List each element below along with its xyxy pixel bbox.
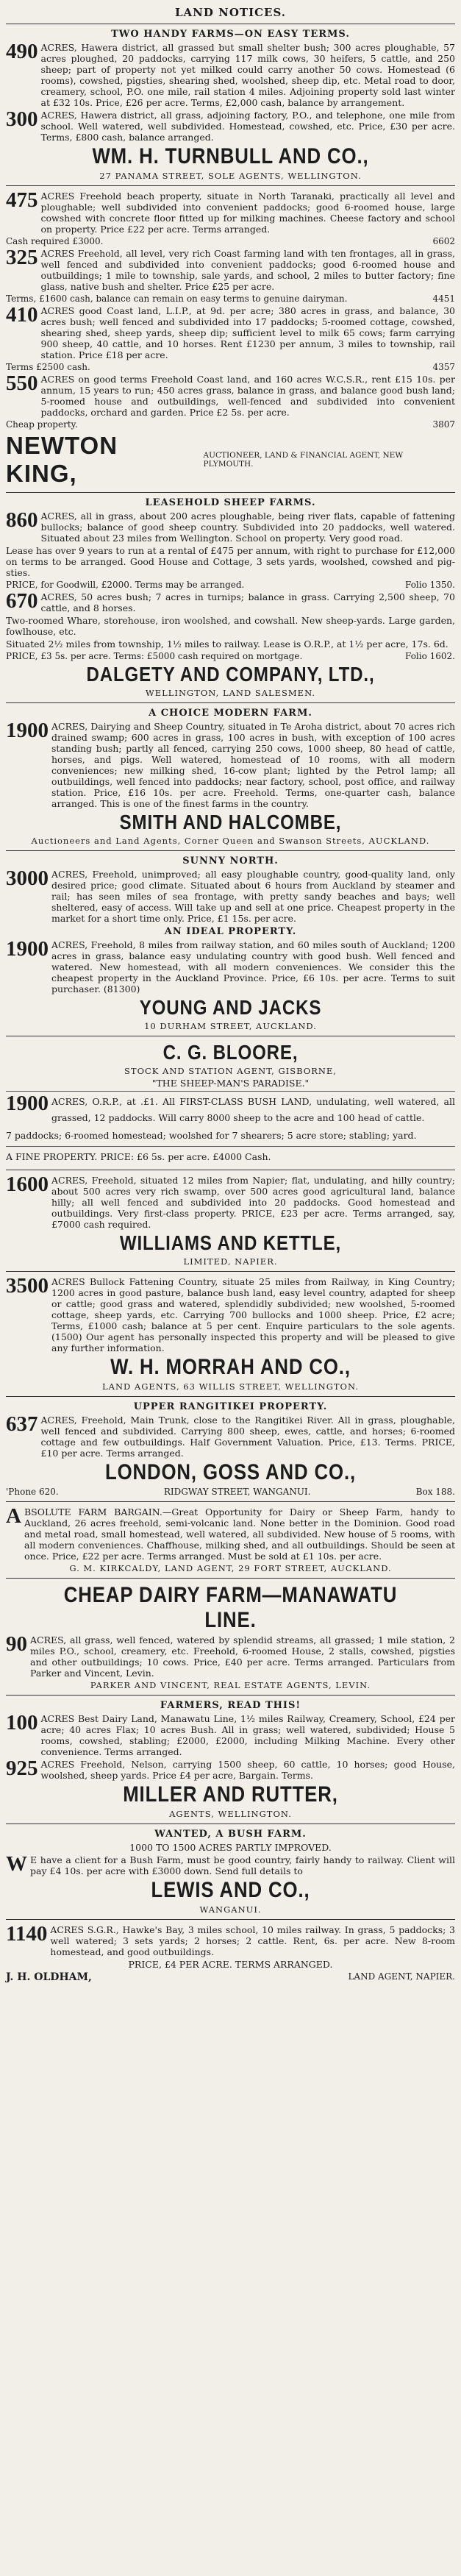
listing: 860 ACRES, all in grass, about 200 acres ploughable, being river flats, capable of fattening bullocks; balance of good sheep country. Subdivided into 20 paddocks, well watered. Situated about 23 miles from Wellington. School on property. Very good road.: [6, 508, 455, 544]
agent-name: YOUNG AND JACKS: [139, 996, 322, 1019]
listing: A BSOLUTE FARM BARGAIN.—Great Opportunity for Dairy or Sheep Farm, handy to Auckland, 26 acres freehold, semi-volcanic land. None better in the Dominion. Good road and metal road, small homestead, well watered, all subdivided. New house of 5 rooms, with all modern conveniences. Chaffhouse, milking shed, and all outbuildings. Should be seen at once. Price, £22 per acre. Terms arranged. Must be sold at £1 10s. per acre.: [6, 1504, 455, 1562]
listing: 100 ACRES Best Dairy Land, Manawatu Line, 1½ miles Railway, Creamery, School, £24 per acre; 40 acres Flax; 10 acres Bush. All in grass; well watered, subdivided; House 5 rooms, cowshed, stabling; £2000, £2000, including Milking Machine. Every other convenience. Terms arranged.: [6, 1711, 455, 1757]
listing: 1900 ACRES, Dairying and Sheep Country, situated in Te Aroha district, about 70 acres rich drained swamp; 600 acres in grass, 100 acres in bush, with exception of 100 acres standing bush; partly all fenced, carrying 250 cows, 1000 sheep, 80 head of cattle, horses, and pigs. Well watered, homestead of 10 rooms, with all modern conveniences; new milking shed, 16-cow plant; lighted by the Petrol lamp; all outbuildings, well fenced into paddocks; near factory, school, post office, and railway station. Price, £16 10s. per acre. Freehold. Terms, one-quarter cash, balance arranged. This is one of the finest farms in the country.: [6, 719, 455, 809]
section-heading: WANTED, A BUSH FARM.: [154, 1829, 307, 1840]
listing: W E have a client for a Bush Farm, must be good country, fairly handy to railway. Client will pay £4 10s. per acre with £3000 down. Send full details to: [6, 1852, 455, 1876]
listing: 410 ACRES good Coast land, L.I.P., at 9d. per acre; 380 acres in grass, and balance, 30 acres bush; well fenced and subdivided into 17 paddocks; 5-roomed cottage, cowshed, shearing shed, sheep yards, sheep dip; sufficient level to milk 65 cows; farm carrying 900 sheep, 40 cattle, and 10 horses. Rent £1230 per annum, 3 miles to township, rail station. Price £18 per acre.: [6, 303, 455, 360]
agent-address: Auctioneers and Land Agents, Corner Queen and Swanson Streets, AUCKLAND.: [31, 836, 430, 846]
agent-address: LIMITED, NAPIER.: [183, 1256, 278, 1267]
listing: 550 ACRES on good terms Freehold Coast land, and 160 acres W.C.S.R., rent £15 10s. per annum, 15 years to run; 450 acres grass, balance in grass, and balance good bush land; 5-roomed house and outbuildings, well-fenced and subdivided into convenient paddocks, orchard and garden. Price £2 5s. per acre.: [6, 371, 455, 418]
agent-name: LONDON, GOSS AND CO.,: [104, 1460, 357, 1484]
agent-address: 10 DURHAM STREET, AUCKLAND.: [144, 1021, 317, 1031]
headline: CHEAP DAIRY FARM—MANAWATU LINE.: [63, 1583, 398, 1632]
listing: 490 ACRES, Hawera district, all grassed but small shelter bush; 300 acres ploughable, 57 acres ploughed, 20 paddocks, carrying 117 milk cows, 30 heifers, 5 cattle, and 250 sheep; part of property not yet milked could carry another 50 cows. Homestead (6 rooms), cowshed, pigsties, shearing shed, woolshed, sheep dip, etc. Metal road to door, creamery, school, P.O. one mile, rail station 4 miles. Adjoining property sold last winter at £32 10s. Price, £26 per acre. Terms, £2,000 cash, balance by arrangement.: [6, 40, 455, 108]
agent-address: STOCK AND STATION AGENT, GISBORNE,: [124, 1066, 337, 1076]
section-heading: TWO HANDY FARMS—ON EASY TERMS.: [111, 29, 350, 40]
agent-address: 27 PANAMA STREET, SOLE AGENTS, WELLINGTON.: [99, 171, 362, 181]
listing: 325 ACRES Freehold, all level, very rich Coast farming land with ten frontages, all in grass, well fenced and subdivided into convenient paddocks; good 6-roomed house and outbuildings; 1 mile to township, sale yards, and school, 2 miles to butter factory; fine glass, native bush and shelter. Price £25 per acre.: [6, 246, 455, 292]
agent-name: C. G. BLOORE,: [162, 1041, 299, 1064]
listing: 1600 ACRES, Freehold, situated 12 miles from Napier; flat, undulating, and hilly country; about 500 acres very rich swamp, over 500 acres good agricultural land, balance hilly; all well fenced and subdivided into 20 paddocks. Good homestead and outbuildings. Very first-class property. PRICE, £23 per acre. Terms arranged, say, £7000 cash required.: [6, 1173, 455, 1230]
agent-address: LAND AGENTS, 63 WILLIS STREET, WELLINGTON.: [102, 1381, 359, 1392]
listing: 3500 ACRES Bullock Fattening Country, situate 25 miles from Railway, in King Country; 1200 acres in good pasture, balance bush land, easy level country, adapted for sheep or cattle; good grass and watered, splendidly subdivided; new woolshed, 5-roomed cottage, sheep yards, etc. Carrying 700 bullocks and 1000 sheep. Price, £2 acre; Terms, £1000 cash; balance at 5 per cent. Enquire particulars to the sole agents. (1500) Our agent has personally inspected this property and will be pleased to give any further information.: [6, 1274, 455, 1353]
section-heading: AN IDEAL PROPERTY.: [164, 926, 297, 937]
page-heading: LAND NOTICES.: [175, 6, 286, 19]
agent-address: WELLINGTON, LAND SALESMEN.: [145, 688, 316, 698]
agent-name: NEWTON KING,: [6, 432, 118, 487]
tagline: "THE SHEEP-MAN'S PARADISE.": [151, 1078, 310, 1089]
agent-name: W. H. MORRAH AND CO.,: [110, 1355, 351, 1379]
agent-address: AGENTS, WELLINGTON.: [169, 1809, 292, 1819]
page: LAND NOTICES. TWO HANDY FARMS—ON EASY TERMS. 490 ACRES, Hawera district, all grassed but small shelter bush; 300 acres ploughable, 57 acres ploughed, 20 paddocks, carrying 117 milk cows, 30 heifers, 5 cattle, and 250 sheep; part of property not yet milked could carry another 50 cows. Homestead (6 rooms), cowshed, pigsties, shearing shed, woolshed, sheep dip, etc. Metal road to door, creamery, school, P.O. one mile, rail station 4 miles. Adjoining property sold last winter at £32 10s. Price, £26 per acre. Terms, £2,000 cash, balance by arrangement. 300 ACRES, Hawera district, all grass, adjoining factory, P.O., and telephone, one mile from school. Well watered, well subdivided. Homestead, cowshed, etc. Price, £30 per acre. Terms, £800 cash, balance arranged. WM. H. TURNBULL AND CO., 27 PANAMA STREET, SOLE AGENTS, WELLINGTON. 475 ACRES Freehold beach property, situate in North Taranaki, practically all level and ploughable; well subdivided into convenient paddocks; good 6-roomed house, large cowshed with concrete floor fitted up for milking machines. Cheese factory and school on property. Price £22 per acre. Terms arranged. Cash required £3000. 6602 325 ACRES Freehold, all level, very rich Coast farming land with ten frontages, all in grass, well fenced and subdivided into convenient paddocks; good 6-roomed house and outbuildings; 1 mile to township, sale yards, and school, 2 miles to butter factory; fine glass, native bush and shelter. Price £25 per acre. Terms, £1600 cash, balance can remain on easy terms to genuine dairyman. 4451 410 ACRES good Coast land, L.I.P., at 9d. per acre; 380 acres in grass, and balance, 30 acres bush; well fenced and subdivided into 17 paddocks; 5-roomed cottage, cowshed, shearing shed, sheep yards, sheep dip; sufficient level to milk 65 cows; farm carrying 900 sheep, 40 cattle, and 10 horses. Rent £1230 per annum, 3 miles to township, rail station. Price £18 per acre. Terms £2500 cash. 4357 550 ACRES on good terms Freehold Coast land, and 160 acres W.C.S.R., rent £15 10s. per annum, 15 years to run; 450 acres grass, balance in grass, and balance good bush land; 5-roomed house and outbuildings, well-fenced and subdivided into convenient paddocks, orchard and garden. Price £2 5s. per acre. Cheap property. 3807 NEWTON KING, AUCTIONEER, LAND & FINANCIAL AGENT, NEW PLYMOUTH. LEASEHOLD SHEEP FARMS. 860 ACRES, all in grass, about 200 acres ploughable, being river flats, capable of fattening bullocks; balance of good sheep country. Subdivided into 20 paddocks, well watered. Situated about 23 miles from Wellington. School on property. Very good road. Lease has over 9 years to run at a rental of £475 per annum, with right to purchase for £12,000 on terms to be arranged. Good House and Cottage, 3 sets yards, woolshed, cowshed and pig-sties. PRICE, for Goodwill, £2000. Terms may be arranged. Folio 1350. 670 ACRES, 50 acres bush; 7 acres in turnips; balance in grass. Carrying 2,500 sheep, 70 cattle, and 8 horses. Two-roomed Whare, storehouse, iron woolshed, and cowshall. New sheep-yards. Large garden, fowlhouse, etc. Situated 2½ miles from township, 1½ miles to railway. Lease is O.R.P., at 1½ per acre, 17s. 6d. PRICE, £3 5s. per acre. Terms: £5000 cash required on mortgage. Folio 1602. DALGETY AND COMPANY, LTD., WELLINGTON, LAND SALESMEN. A CHOICE MODERN FARM. 1900 ACRES, Dairying and Sheep Country, situated in Te Aroha district, about 70 acres rich drained swamp; 600 acres in grass, 100 acres in bush, with exception of 100 acres standing bush; partly all fenced, carrying 250 cows, 1000 sheep, 80 head of cattle, horses, and pigs. Well watered, homestead of 10 rooms, with all modern conveniences; new milking shed, 16-cow plant; lighted by the Petrol lamp; all outbuildings, well fenced into paddocks; near factory, school, post office, and railway station. Price, £16 10s. per acre. Freehold. Terms, one-quarter cash, balance arranged. This is one of the finest farms in the country. SMITH AND HALCOMBE, Auctioneers and Land Agents, Corner Queen and Swanson Streets, AUCKLAND. SUNNY NORTH. 3000 ACRES, Freehold, unimproved; all easy ploughable country, good-quality land, only desired price; good climate. Situated about 6 hours from Auckland by steamer and rail; has seen miles of sea frontage, with pretty sandy beaches and bays; well sheltered, easy of access. Will take up and sell at one price. Cheapest property in the market for a short time only. Price, £1 15s. per acre. AN IDEAL PROPERTY. 1900 ACRES, Freehold, 8 miles from railway station, and 60 miles south of Auckland; 1200 acres in grass, balance easy undulating country with good bush. Well fenced and watered. New homestead, with all modern conveniences. We consider this the cheapest property in the Auckland Province. Price, £6 10s. per acre. Terms to suit purchaser. (81300) YOUNG AND JACKS 10 DURHAM STREET, AUCKLAND. C. G. BLOORE, STOCK AND STATION AGENT, GISBORNE, "THE SHEEP-MAN'S PARADISE." 1900 ACRES, O.R.P., at .£1. All FIRST-CLASS BUSH LAND, undulating, well watered, all grassed, 12 paddocks. Will carry 8000 sheep to the acre and 100 head of cattle. 7 paddocks; 6-roomed homestead; woolshed for 7 shearers; 5 acre store; stabling; yard. A FINE PROPERTY. PRICE: £6 5s. per acre. £4000 Cash. 1600 ACRES, Freehold, situated 12 miles from Napier; flat, undulating, and hilly country; about 500 acres very rich swamp, over 500 acres good agricultural land, balance hilly; all well fenced and subdivided into 20 paddocks. Good homestead and outbuildings. Very first-class property. PRICE, £23 per acre. Terms arranged, say, £7000 cash required. WILLIAMS AND KETTLE, LIMITED, NAPIER. 3500 ACRES Bullock Fattening Country, situate 25 miles from Railway, in King Country; 1200 acres in good pasture, balance bush land, easy level country, adapted for sheep or cattle; good grass and watered, splendidly subdivided; new woolshed, 5-roomed cottage, sheep yards, etc. Carrying 700 bullocks and 1000 sheep. Price, £2 acre; Terms, £1000 cash; balance at 5 per cent. Enquire particulars to the sole agents. (1500) Our agent has personally inspected this property and will be pleased to give any further information. W. H. MORRAH AND CO., LAND AGENTS, 63 WILLIS STREET, WELLINGTON. UPPER RANGITIKEI PROPERTY. 637 ACRES, Freehold, Main Trunk, close to the Rangitikei River. All in grass, ploughable, well fenced and subdivided. Carrying 800 sheep, ewes, cattle, and horses; 6-roomed cottage and few outbuildings. Half Government Valuation. Price, £13. Terms. PRICE, £10 per acre. Terms arranged. LONDON, GOSS AND CO., 'Phone 620. RIDGWAY STREET, WANGANUI. Box 188. A BSOLUTE FARM BARGAIN.—Great Opportunity for Dairy or Sheep Farm, handy to Auckland, 26 acres freehold, semi-volcanic land. None better in the Dominion. Good road and metal road, small homestead, well watered, all subdivided. New house of 5 rooms, with all modern conveniences. Chaffhouse, milking shed, and all outbuildings. Should be seen at once. Price, £22 per acre. Terms arranged. Must be sold at £1 10s. per acre. G. M. KIRKCALDY, LAND AGENT, 29 FORT STREET, AUCKLAND. CHEAP DAIRY FARM—MANAWATU LINE. 90 ACRES, all grass, well fenced, watered by splendid streams, all grassed; 1 mile station, 2 miles P.O., school, creamery, etc. Freehold, 6-roomed House, 2 stalls, cowshed, pigsties and other outbuildings; 10 cows. Price, £40 per acre. Terms arranged. Particulars from Parker and Vincent, Levin. PARKER AND VINCENT, REAL ESTATE AGENTS, LEVIN. FARMERS, READ THIS! 100 ACRES Best Dairy Land, Manawatu Line, 1½ miles Railway, Creamery, School, £24 per acre; 40 acres Flax; 10 acres Bush. All in grass; well watered, subdivided; House 5 rooms, cowshed, stabling; £2000, £2000, including Milking Machine. Every other convenience. Terms arranged. 925 ACRES Freehold, Nelson, carrying 1500 sheep, 60 cattle, 10 horses; good House, woolshed, sheep yards. Price £4 per acre, Bargain. Terms. MILLER AND RUTTER, AGENTS, WELLINGTON. WANTED, A BUSH FARM. 1000 TO 1500 ACRES PARTLY IMPROVED. W E have a client for a Bush Farm, must be good country, fairly handy to railway. Client will pay £4 10s. per acre with £3000 down. Send full details to LEWIS AND CO., WANGANUI. 1140 ACRES S.G.R., Hawke's Bay, 3 miles school, 10 miles railway. In grass, 5 paddocks; 3 well watered; 3 sets yards; 2 horses; 2 cattle. Rent, 6s. per acre. New 8-room homestead, and good outbuildings. PRICE, £4 PER ACRE. TERMS ARRANGED. J. H. OLDHAM, LAND AGENT, NAPIER.: [6, 6, 455, 1983]
section-heading: LEASEHOLD SHEEP FARMS.: [145, 497, 316, 508]
section-heading: SUNNY NORTH.: [182, 855, 279, 867]
agent-name: WM. H. TURNBULL AND CO.,: [92, 144, 369, 168]
listing: 1140 ACRES S.G.R., Hawke's Bay, 3 miles school, 10 miles railway. In grass, 5 paddocks; 3 well watered; 3 sets yards; 2 horses; 2 cattle. Rent, 6s. per acre. New 8-room homestead, and good outbuildings.: [6, 1922, 455, 1957]
listing: 1900 ACRES, Freehold, 8 miles from railway station, and 60 miles south of Auckland; 1200 acres in grass, balance easy undulating country with good bush. Well fenced and watered. New homestead, with all modern conveniences. We consider this the cheapest property in the Auckland Province. Price, £6 10s. per acre. Terms to suit purchaser. (81300): [6, 937, 455, 995]
listing: 90 ACRES, all grass, well fenced, watered by splendid streams, all grassed; 1 mile station, 2 miles P.O., school, creamery, etc. Freehold, 6-roomed House, 2 stalls, cowshed, pigsties and other outbuildings; 10 cows. Price, £40 per acre. Terms arranged. Particulars from Parker and Vincent, Levin.: [6, 1632, 455, 1679]
section-heading: UPPER RANGITIKEI PROPERTY.: [133, 1401, 328, 1412]
listing: 1900 ACRES, O.R.P., at .£1. All FIRST-CLASS BUSH LAND, undulating, well watered, all grassed, 12 paddocks. Will carry 8000 sheep to the acre and 100 head of cattle.: [6, 1092, 455, 1123]
listing: 3000 ACRES, Freehold, unimproved; all easy ploughable country, good-quality land, only desired price; good climate. Situated about 6 hours from Auckland by steamer and rail; has seen miles of sea frontage, with pretty sandy beaches and bays; well sheltered, easy of access. Will take up and sell at one price. Cheapest property in the market for a short time only. Price, £1 15s. per acre.: [6, 867, 455, 924]
listing: 925 ACRES Freehold, Nelson, carrying 1500 sheep, 60 cattle, 10 horses; good House, woolshed, sheep yards. Price £4 per acre, Bargain. Terms.: [6, 1757, 455, 1781]
listing: 670 ACRES, 50 acres bush; 7 acres in turnips; balance in grass. Carrying 2,500 sheep, 70 cattle, and 8 horses.: [6, 589, 455, 613]
agent-name: DALGETY AND COMPANY, LTD.,: [86, 663, 375, 686]
agent-address: G. M. KIRKCALDY, LAND AGENT, 29 FORT STREET, AUCKLAND.: [69, 1563, 392, 1573]
agent-name: J. H. OLDHAM,: [6, 1971, 92, 1983]
agent-name: WILLIAMS AND KETTLE,: [119, 1231, 342, 1254]
agent-details: AUCTIONEER, LAND & FINANCIAL AGENT, NEW PLYMOUTH.: [203, 451, 404, 469]
agent-name: MILLER AND RUTTER,: [123, 1782, 338, 1807]
listing: 300 ACRES, Hawera district, all grass, adjoining factory, P.O., and telephone, one mile from school. Well watered, well subdivided. Homestead, cowshed, etc. Price, £30 per acre. Terms, £800 cash, balance arranged.: [6, 107, 455, 143]
listing: 637 ACRES, Freehold, Main Trunk, close to the Rangitikei River. All in grass, ploughable, well fenced and subdivided. Carrying 800 sheep, ewes, cattle, and horses; 6-roomed cottage and few outbuildings. Half Government Valuation. Price, £13. Terms. PRICE, £10 per acre. Terms arranged.: [6, 1412, 455, 1459]
section-heading: FARMERS, READ THIS!: [160, 1700, 301, 1711]
agent-name: SMITH AND HALCOMBE,: [119, 811, 342, 833]
listing: 475 ACRES Freehold beach property, situate in North Taranaki, practically all level and ploughable; well subdivided into convenient paddocks; good 6-roomed house, large cowshed with concrete floor fitted up for milking machines. Cheese factory and school on property. Price £22 per acre. Terms arranged.: [6, 188, 455, 235]
agent-address: WANGANUI.: [199, 1904, 262, 1915]
agent-address: PARKER AND VINCENT, REAL ESTATE AGENTS, LEVIN.: [90, 1680, 371, 1690]
section-heading: A CHOICE MODERN FARM.: [149, 708, 312, 719]
agent-name: LEWIS AND CO.,: [151, 1878, 310, 1902]
